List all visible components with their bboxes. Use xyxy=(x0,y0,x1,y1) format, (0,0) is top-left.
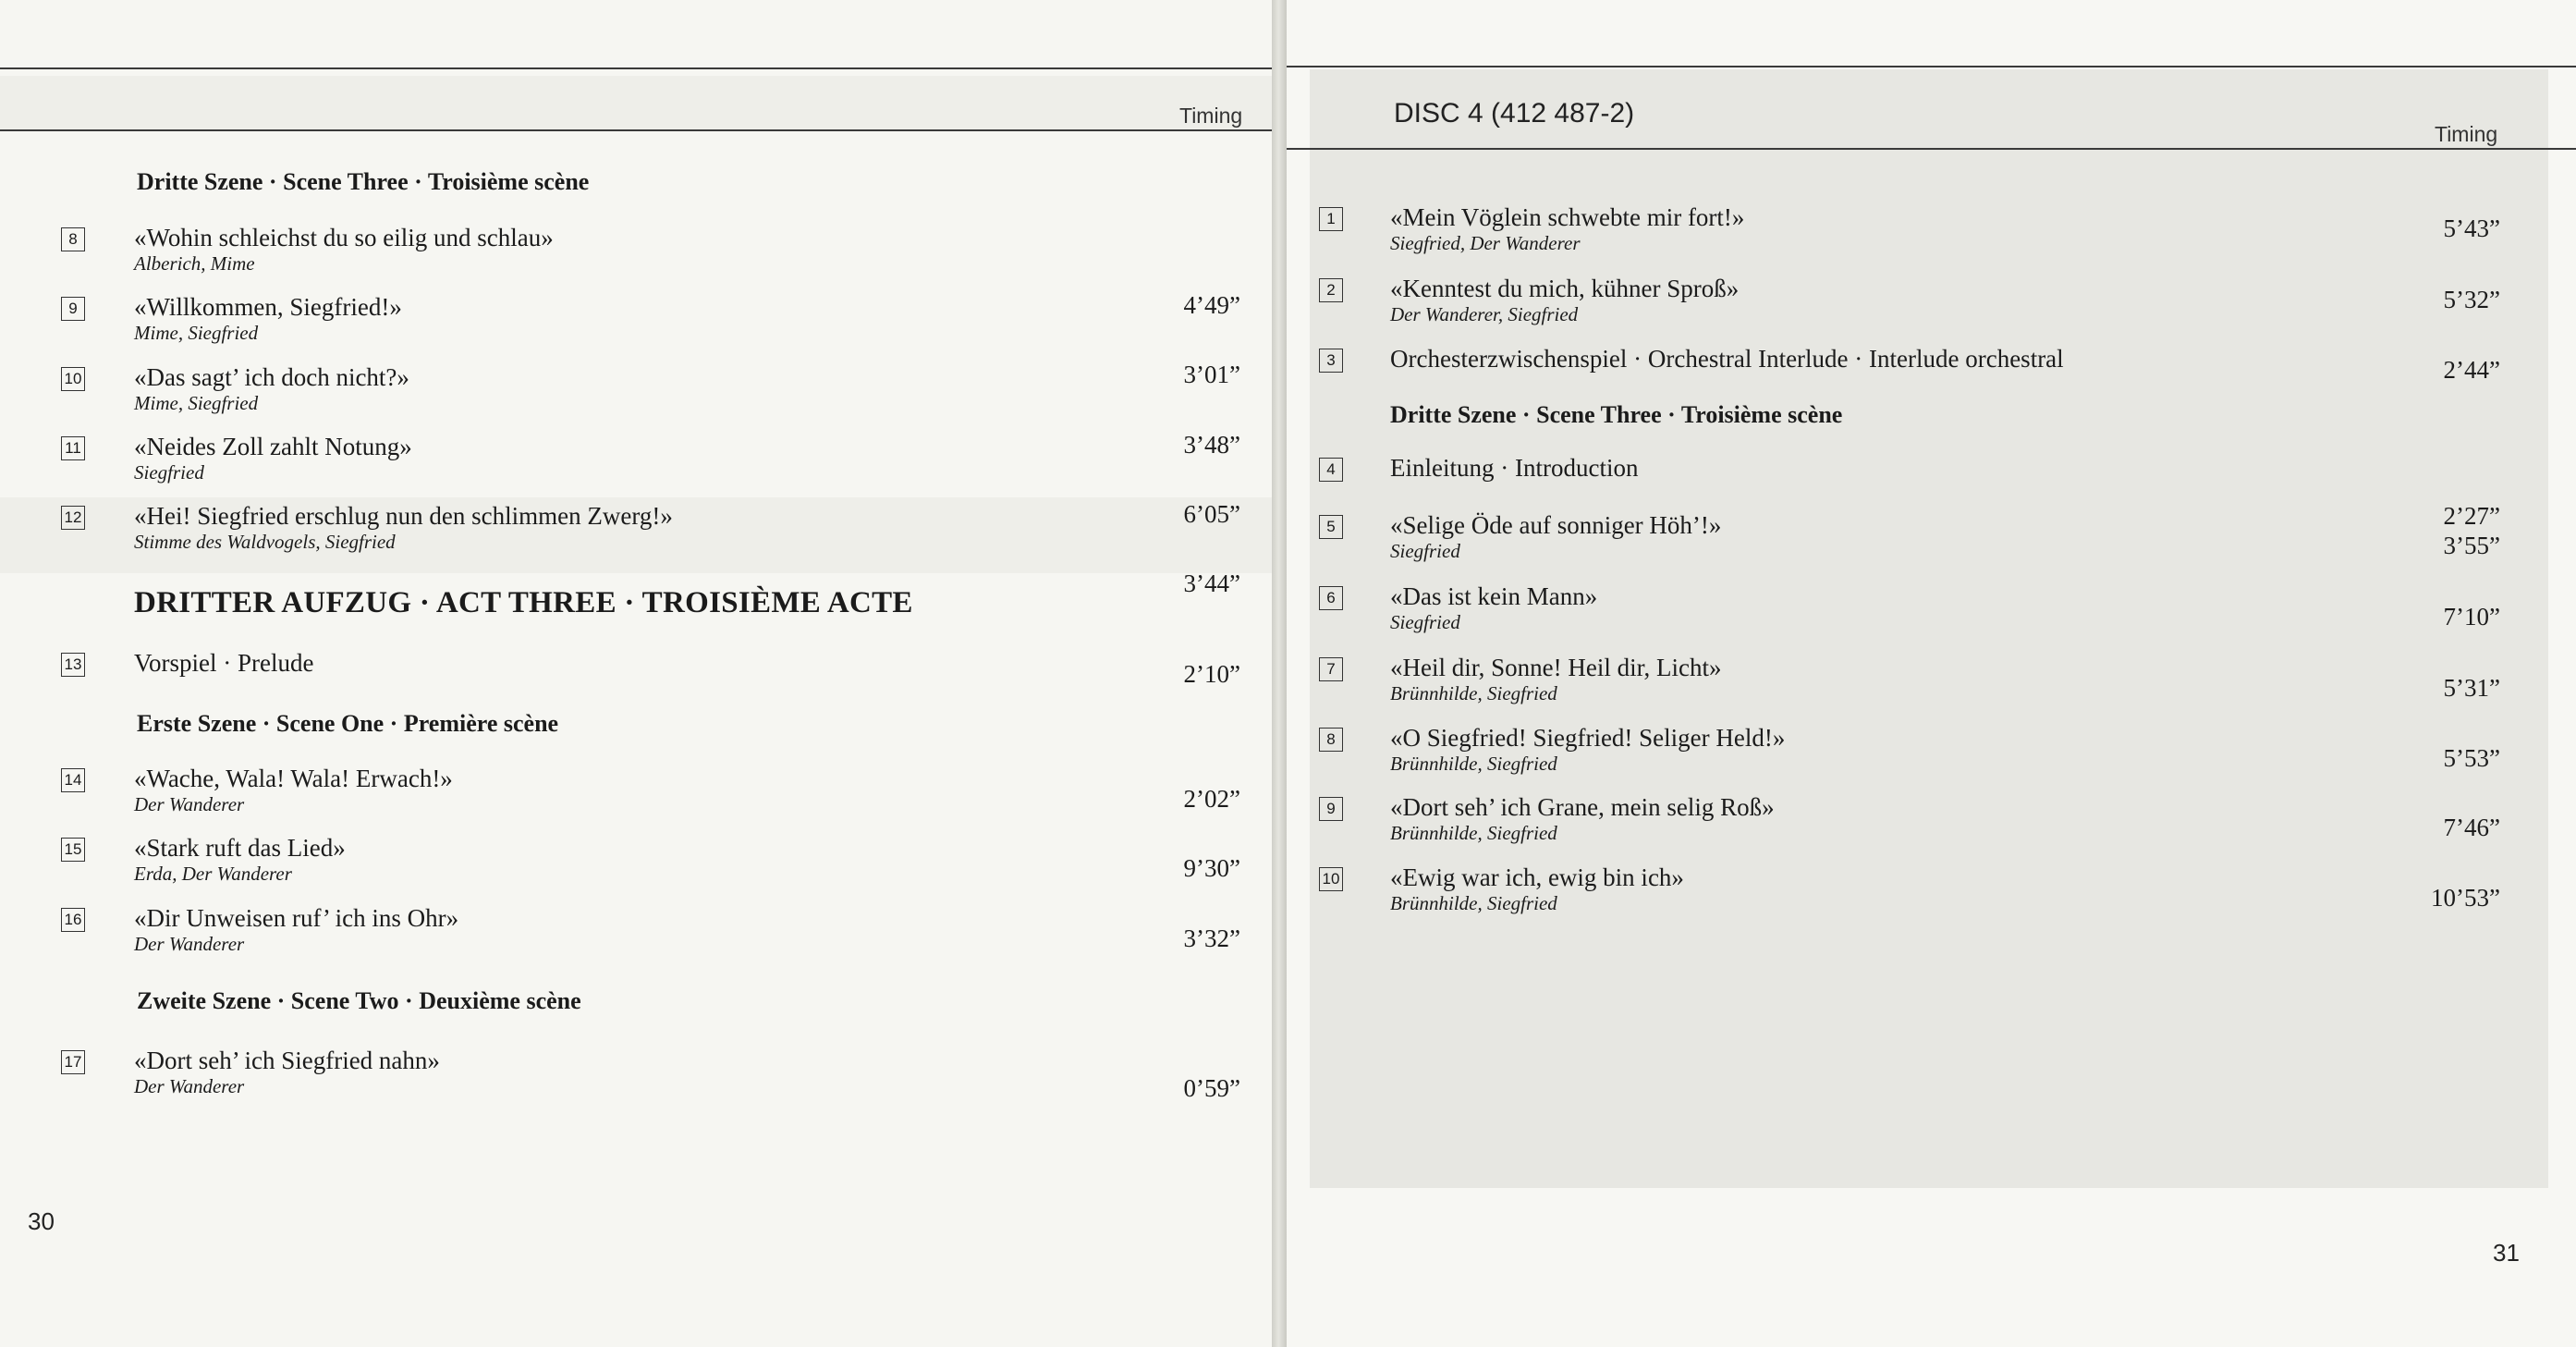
track-timing: 0’59” xyxy=(1183,1074,1240,1102)
track-timing: 6’05” xyxy=(1183,500,1240,528)
page-number: 30 xyxy=(28,1207,55,1235)
track-title: «Stark ruft das Lied» xyxy=(134,834,346,862)
track-row xyxy=(0,1047,1272,1126)
header-rule xyxy=(1287,148,2576,150)
track-timing: 5’32” xyxy=(2443,286,2500,313)
track-timing: 2’27” xyxy=(2443,502,2500,530)
section-heading: Erste Szene · Scene One · Première scène xyxy=(137,710,559,737)
track-title: «Dort seh’ ich Grane, mein selig Roß» xyxy=(1390,793,1775,821)
track-title: Vorspiel · Prelude xyxy=(134,649,314,677)
track-timing: 5’43” xyxy=(2443,214,2500,242)
track-title: «Hei! Siegfried erschlug nun den schlimmen Zwerg!» xyxy=(134,502,673,530)
track-timing: 2’10” xyxy=(1183,660,1240,688)
track-number: 1 xyxy=(1319,207,1343,231)
bleed-through-band xyxy=(0,76,1272,131)
track-timing: 3’32” xyxy=(1183,925,1240,952)
page-number: 31 xyxy=(2493,1239,2520,1267)
track-performers: Der Wanderer, Siegfried xyxy=(1390,303,1579,325)
track-row xyxy=(1287,863,2576,943)
track-title: «Wache, Wala! Wala! Erwach!» xyxy=(134,765,453,792)
track-performers: Stimme des Waldvogels, Siegfried xyxy=(134,531,396,553)
track-timing: 7’46” xyxy=(2443,814,2500,841)
section-heading: Dritte Szene · Scene Three · Troisième scène xyxy=(137,168,590,195)
track-timing: 5’53” xyxy=(2443,744,2500,772)
track-number: 11 xyxy=(61,436,85,460)
left-page xyxy=(0,0,1272,1347)
track-performers: Der Wanderer xyxy=(134,1075,245,1097)
disc-title: DISC 4 (412 487-2) xyxy=(1394,98,1635,129)
top-rule xyxy=(1287,66,2576,67)
track-title: «Wohin schleichst du so eilig und schlau» xyxy=(134,224,554,251)
track-number: 9 xyxy=(1319,797,1343,821)
track-performers: Brünnhilde, Siegfried xyxy=(1390,753,1557,775)
track-timing: 5’31” xyxy=(2443,674,2500,702)
track-number: 3 xyxy=(1319,349,1343,373)
track-row xyxy=(1287,582,2576,662)
track-performers: Brünnhilde, Siegfried xyxy=(1390,682,1557,704)
section-heading: Dritte Szene · Scene Three · Troisième scène xyxy=(1390,401,1843,428)
track-performers: Siegfried, Der Wanderer xyxy=(1390,232,1581,254)
track-timing: 3’01” xyxy=(1183,361,1240,388)
track-performers: Brünnhilde, Siegfried xyxy=(1390,892,1557,914)
track-title: «Selige Öde auf sonniger Höh’!» xyxy=(1390,511,1722,539)
act-heading: DRITTER AUFZUG · ACT THREE · TROISIÈME ACTE xyxy=(134,586,913,619)
track-title: Orchesterzwischenspiel · Orchestral Interlude · Interlude orchestral xyxy=(1390,345,2064,373)
track-timing: 3’48” xyxy=(1183,431,1240,459)
track-performers: Mime, Siegfried xyxy=(134,392,259,414)
track-title: «Willkommen, Siegfried!» xyxy=(134,293,402,321)
track-number: 17 xyxy=(61,1050,85,1074)
track-title: «Mein Vöglein schwebte mir fort!» xyxy=(1390,203,1745,231)
track-number: 9 xyxy=(61,297,85,321)
track-number: 4 xyxy=(1319,458,1343,482)
track-title: «O Siegfried! Siegfried! Seliger Held!» xyxy=(1390,724,1786,752)
right-page xyxy=(1287,0,2576,1347)
track-number: 13 xyxy=(61,653,85,677)
track-performers: Siegfried xyxy=(1390,540,1460,562)
track-timing: 3’44” xyxy=(1183,569,1240,597)
track-title: «Ewig war ich, ewig bin ich» xyxy=(1390,863,1684,891)
header-rule xyxy=(0,129,1272,131)
track-timing: 4’49” xyxy=(1183,291,1240,319)
track-title: «Heil dir, Sonne! Heil dir, Licht» xyxy=(1390,654,1722,681)
track-performers: Erda, Der Wanderer xyxy=(134,863,292,885)
section-heading: Zweite Szene · Scene Two · Deuxième scène xyxy=(137,987,581,1014)
track-title: «Dir Unweisen ruf’ ich ins Ohr» xyxy=(134,904,459,932)
book-spine xyxy=(1272,0,1287,1347)
track-timing: 2’44” xyxy=(2443,356,2500,384)
track-number: 10 xyxy=(1319,867,1343,891)
track-number: 7 xyxy=(1319,657,1343,681)
track-title: Einleitung · Introduction xyxy=(1390,454,1639,482)
track-performers: Alberich, Mime xyxy=(134,252,255,275)
track-number: 8 xyxy=(1319,728,1343,752)
top-rule xyxy=(0,67,1272,69)
track-performers: Siegfried xyxy=(134,461,204,484)
track-timing: 7’10” xyxy=(2443,603,2500,631)
track-timing: 10’53” xyxy=(2431,884,2500,912)
track-title: «Kenntest du mich, kühner Sproß» xyxy=(1390,275,1740,302)
track-timing: 3’55” xyxy=(2443,532,2500,559)
track-number: 2 xyxy=(1319,278,1343,302)
track-title: «Dort seh’ ich Siegfried nahn» xyxy=(134,1047,440,1074)
track-number: 5 xyxy=(1319,515,1343,539)
track-number: 14 xyxy=(61,768,85,792)
track-number: 6 xyxy=(1319,586,1343,610)
track-performers: Mime, Siegfried xyxy=(134,322,259,344)
timing-header: Timing xyxy=(2435,122,2498,146)
track-number: 12 xyxy=(61,506,85,530)
track-title: «Neides Zoll zahlt Notung» xyxy=(134,433,412,460)
timing-header: Timing xyxy=(1179,104,1243,128)
track-timing: 2’02” xyxy=(1183,785,1240,813)
track-title: «Das ist kein Mann» xyxy=(1390,582,1598,610)
track-number: 8 xyxy=(61,227,85,251)
track-row xyxy=(0,904,1272,984)
track-performers: Der Wanderer xyxy=(134,933,245,955)
track-number: 10 xyxy=(61,367,85,391)
track-performers: Siegfried xyxy=(1390,611,1460,633)
track-performers: Brünnhilde, Siegfried xyxy=(1390,822,1557,844)
track-number: 15 xyxy=(61,838,85,862)
track-row xyxy=(1287,203,2576,283)
track-number: 16 xyxy=(61,908,85,932)
track-timing: 9’30” xyxy=(1183,854,1240,882)
track-title: «Das sagt’ ich doch nicht?» xyxy=(134,363,409,391)
track-performers: Der Wanderer xyxy=(134,793,245,815)
